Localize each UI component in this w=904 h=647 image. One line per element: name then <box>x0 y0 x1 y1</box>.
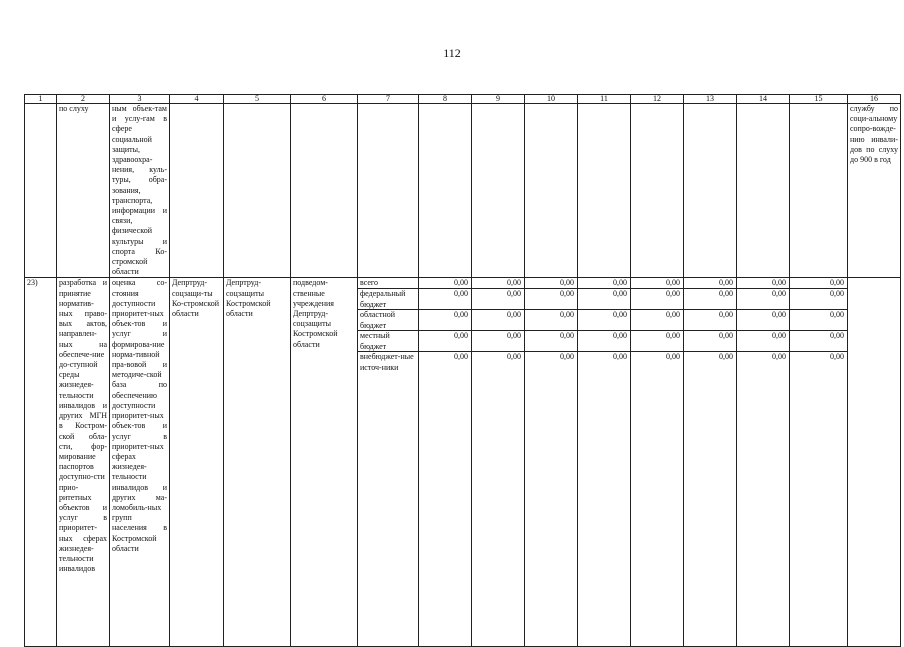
empty-cell <box>848 278 901 646</box>
column-header: 2 <box>57 95 110 104</box>
value-cell <box>472 278 525 646</box>
value-cell <box>419 278 472 646</box>
measure-name-cell: по слуху <box>57 104 110 278</box>
value: 0,00 <box>666 352 680 362</box>
value: 0,00 <box>578 310 630 331</box>
column-header: 11 <box>578 95 631 104</box>
empty-cell <box>578 104 631 278</box>
value: 0,00 <box>578 289 630 310</box>
column-header: 16 <box>848 95 901 104</box>
value: 0,00 <box>684 278 736 289</box>
empty-cell <box>170 104 224 278</box>
empty-cell <box>291 104 358 278</box>
empty-cell <box>684 104 737 278</box>
empty-cell <box>737 104 790 278</box>
column-header: 12 <box>631 95 684 104</box>
column-header: 14 <box>737 95 790 104</box>
funding-source: местный бюджет <box>358 331 418 352</box>
header-row <box>25 95 901 104</box>
column-header: 13 <box>684 95 737 104</box>
value: 0,00 <box>419 310 471 331</box>
funding-source: областной бюджет <box>358 310 418 331</box>
empty-cell <box>790 104 848 278</box>
value: 0,00 <box>737 289 789 310</box>
column-header: 5 <box>224 95 291 104</box>
indicator-cell: службу по соци-альному сопро-вожде-нию инвали-дов по слуху до 900 в год <box>848 104 901 278</box>
empty-cell <box>525 104 578 278</box>
value: 0,00 <box>419 278 471 289</box>
row-number-cell <box>25 104 57 278</box>
value: 0,00 <box>684 331 736 352</box>
value: 0,00 <box>472 310 524 331</box>
executor-cell: Депртруд-соцзащи-ты Ко-стромской области <box>170 278 224 646</box>
value: 0,00 <box>525 310 577 331</box>
value: 0,00 <box>454 352 468 362</box>
column-header: 15 <box>790 95 848 104</box>
value: 0,00 <box>631 331 683 352</box>
value: 0,00 <box>472 278 524 289</box>
value: 0,00 <box>790 278 847 289</box>
column-header: 1 <box>25 95 57 104</box>
value-cell <box>737 278 790 646</box>
value: 0,00 <box>737 331 789 352</box>
value: 0,00 <box>525 331 577 352</box>
page-number: 112 <box>443 46 461 60</box>
value: 0,00 <box>684 310 736 331</box>
value: 0,00 <box>719 352 733 362</box>
data-table <box>24 94 901 647</box>
row-number-cell: 23) <box>25 278 57 646</box>
column-header: 7 <box>358 95 419 104</box>
empty-cell <box>472 104 525 278</box>
empty-cell <box>419 104 472 278</box>
value: 0,00 <box>578 278 630 289</box>
result-cell: ным объек-там и услу-гам в сфере социальной защиты, здравоохра-нения, куль-туры, обра-зования, транспорта, информации и связи, физической культуры и спорта Ко-стромской области <box>110 104 170 278</box>
value: 0,00 <box>790 331 847 352</box>
value: 0,00 <box>772 352 786 362</box>
column-header: 3 <box>110 95 170 104</box>
empty-cell <box>631 104 684 278</box>
value: 0,00 <box>830 352 844 362</box>
funding-source: всего <box>358 278 418 289</box>
funding-source: внебюджет-ные источ-ники <box>360 352 414 372</box>
column-header: 6 <box>291 95 358 104</box>
column-header: 8 <box>419 95 472 104</box>
value: 0,00 <box>684 289 736 310</box>
column-header: 9 <box>472 95 525 104</box>
value: 0,00 <box>419 331 471 352</box>
responsible-cell: Депртруд-соцзащиты Костромской области <box>224 278 291 646</box>
value: 0,00 <box>790 310 847 331</box>
value-cell <box>525 278 578 646</box>
column-header: 4 <box>170 95 224 104</box>
result-cell: оценка со-стояния доступности приоритет-ных объек-тов и услуг и формирова-ние норма-тивной пра-вовой и методиче-ской база по обеспечению доступности приоритет-ных объек-тов и услуг в приоритет-ных сферах жизнедея-тельности инвалидов и других ма-ломобиль-ных групп населения в Костромской области <box>110 278 170 646</box>
value: 0,00 <box>419 289 471 310</box>
value: 0,00 <box>525 278 577 289</box>
value: 0,00 <box>737 310 789 331</box>
column-header: 10 <box>525 95 578 104</box>
measure-name-cell: разработка и принятие норматив-ных право-вых актов, направлен-ных на обеспече-ние до-ступной среды жизнедея-тельности инвалидов и других МГН в Костром-ской обла-сти, фор-мирование паспортов доступно-сти прио-ритетных объектов и услуг в приоритет-ных сферах жизнедея-тельности инвалидов <box>57 278 110 646</box>
empty-cell <box>358 104 419 278</box>
value-cell <box>790 278 848 646</box>
value: 0,00 <box>613 352 627 362</box>
value: 0,00 <box>631 310 683 331</box>
table-row <box>25 278 901 646</box>
funding-source: федеральный бюджет <box>358 289 418 310</box>
value: 0,00 <box>631 289 683 310</box>
value-cell <box>631 278 684 646</box>
table-row <box>25 104 901 278</box>
value: 0,00 <box>560 352 574 362</box>
value: 0,00 <box>631 278 683 289</box>
value: 0,00 <box>472 289 524 310</box>
value: 0,00 <box>790 289 847 310</box>
value: 0,00 <box>737 278 789 289</box>
value: 0,00 <box>578 331 630 352</box>
funding-sources-cell <box>358 278 419 646</box>
participants-cell: подведом-ственные учреждения Депртруд-соцзащиты Костромской области <box>291 278 358 646</box>
value-cell <box>578 278 631 646</box>
empty-cell <box>224 104 291 278</box>
value: 0,00 <box>507 352 521 362</box>
value: 0,00 <box>472 331 524 352</box>
value-cell <box>684 278 737 646</box>
value: 0,00 <box>525 289 577 310</box>
